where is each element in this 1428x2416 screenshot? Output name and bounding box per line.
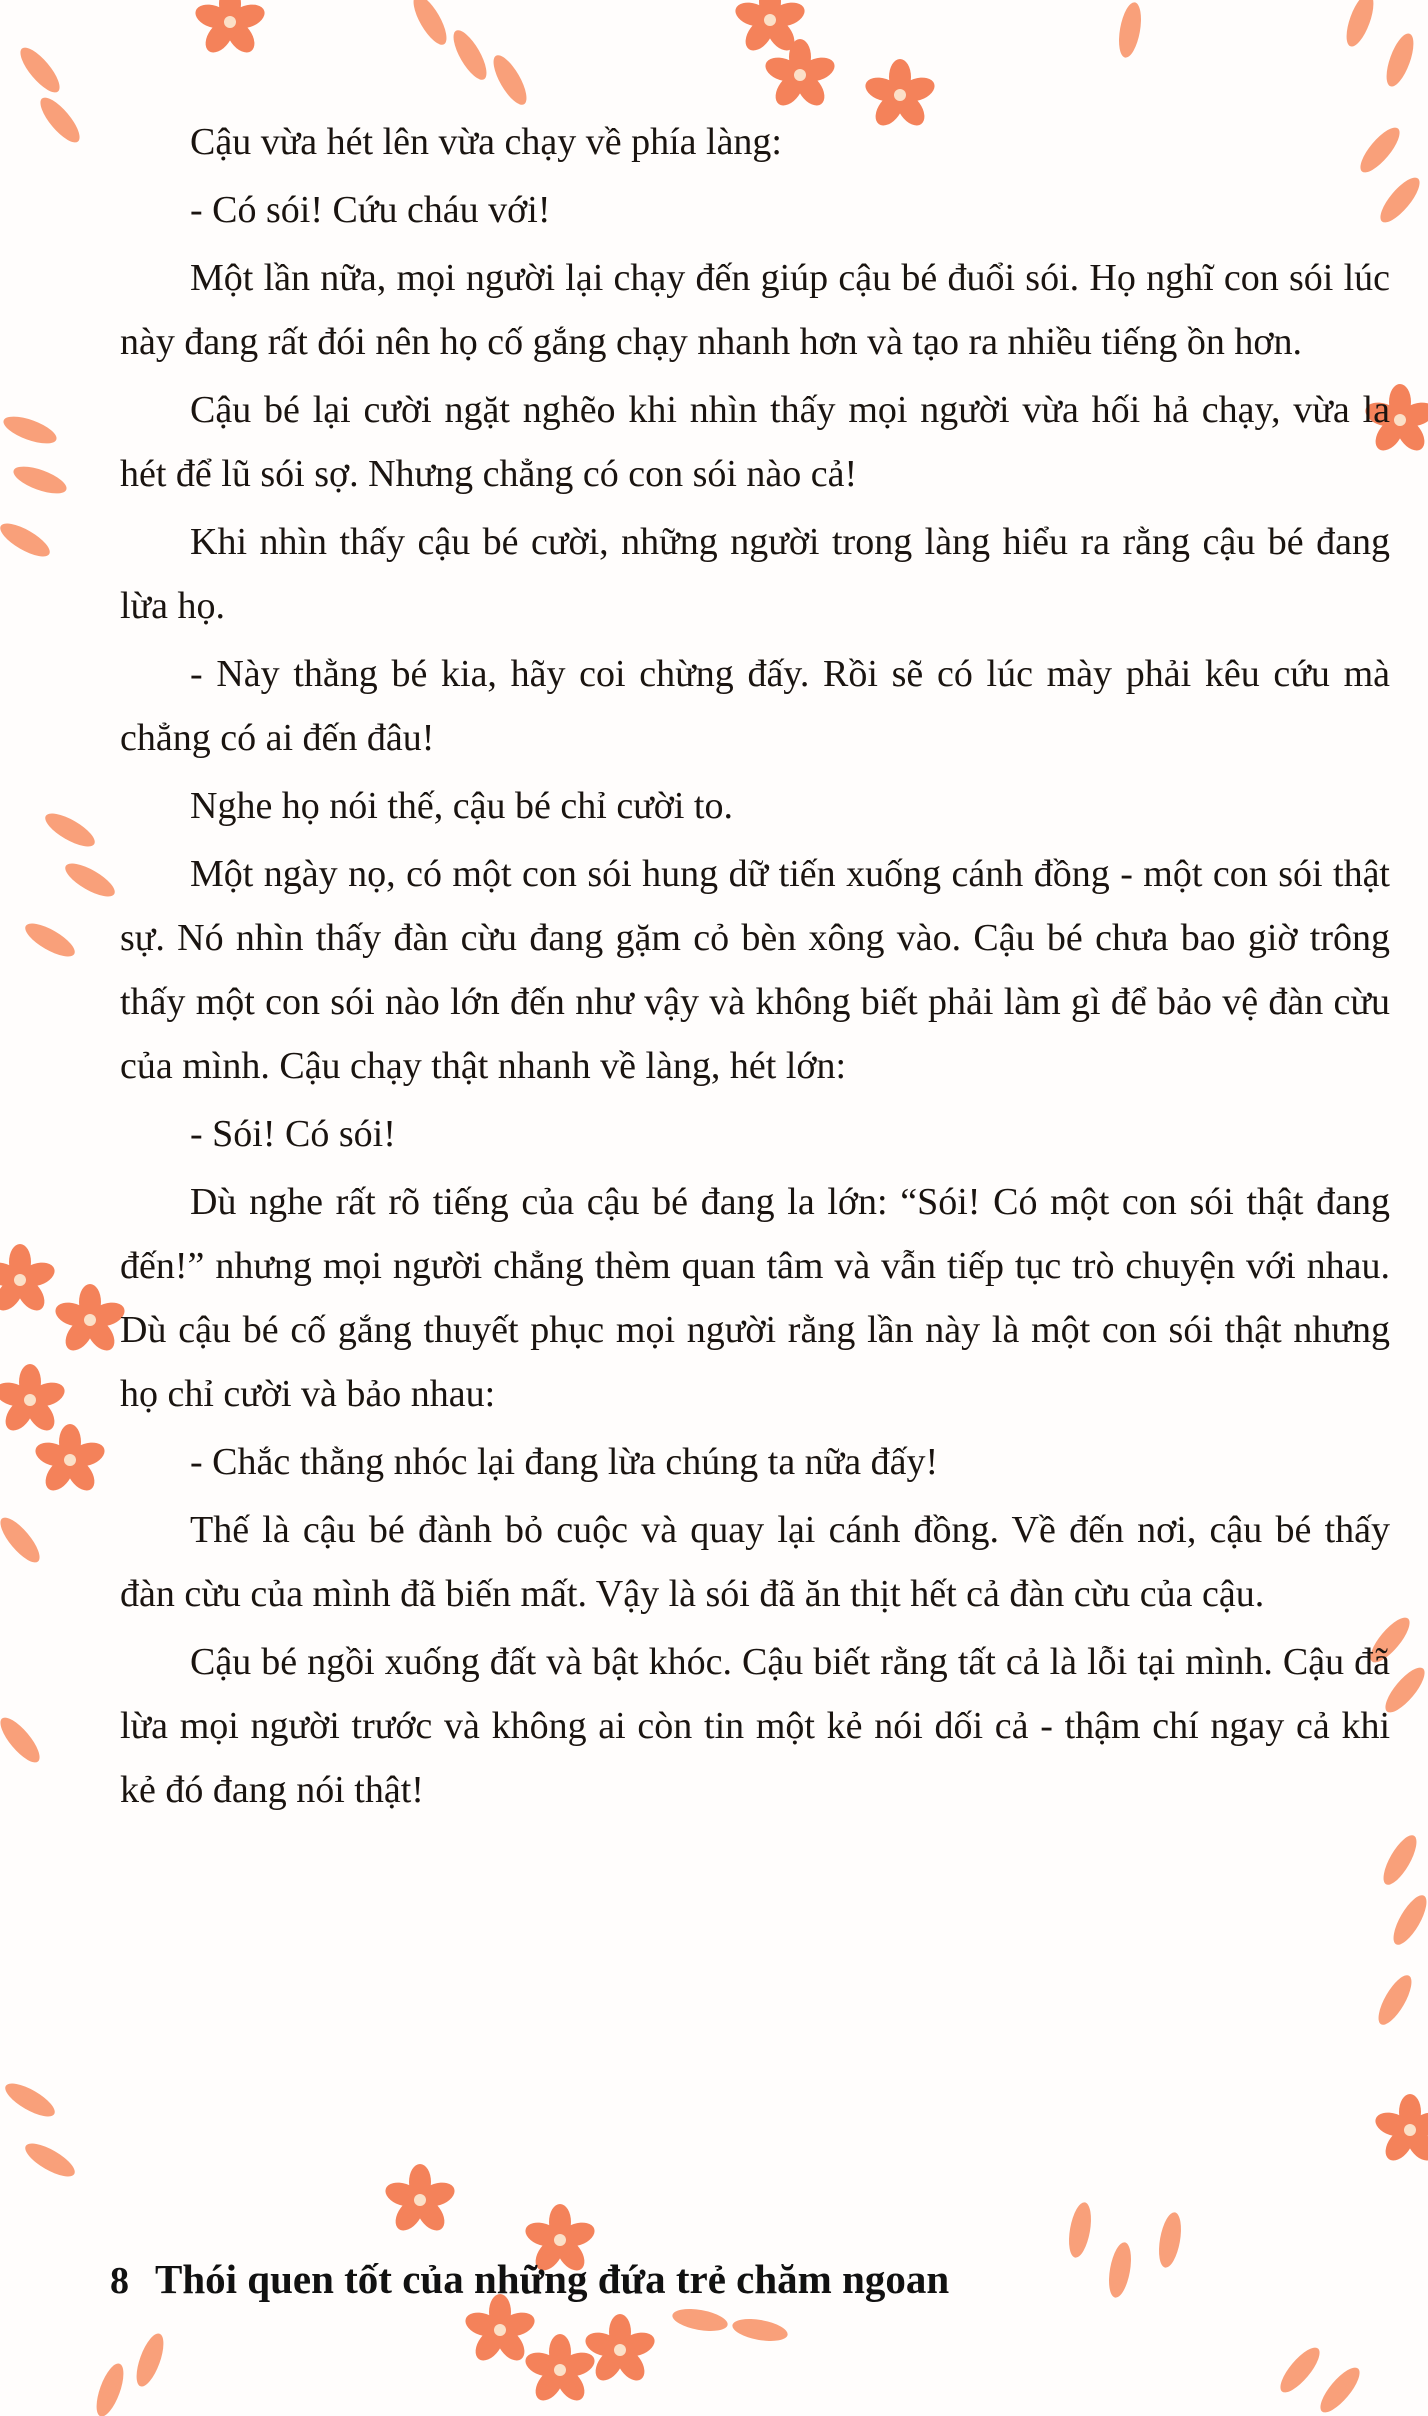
story-text [120, 110, 1390, 1826]
paragraph: Một lần nữa, mọi người lại chạy đến giúp cậu bé đuổi sói. Họ nghĩ con sói lúc này đang rất đói nên họ cố gắng chạy nhanh hơn và tạo ra nhiều tiếng ồn hơn. [120, 257, 1390, 363]
paragraph: Thế là cậu bé đành bỏ cuộc và quay lại cánh đồng. Về đến nơi, cậu bé thấy đàn cừu của mình đã biến mất. Vậy là sói đã ăn thịt hết cả đàn cừu của cậu. [120, 1509, 1390, 1615]
left-flowers [0, 1244, 128, 1496]
book-title: Thói quen tốt của những đứa trẻ chăm ngoan [155, 2256, 950, 2302]
paragraph: Cậu vừa hét lên vừa chạy về phía làng: [190, 121, 782, 163]
paragraph: Nghe họ nói thế, cậu bé chỉ cười to. [190, 785, 733, 827]
paragraph: Cậu bé lại cười ngặt nghẽo khi nhìn thấy mọi người vừa hối hả chạy, vừa la hét để lũ sói sợ. Nhưng chẳng có con sói nào cả! [120, 389, 1390, 495]
paragraph: Cậu bé ngồi xuống đất và bật khóc. Cậu biết rằng tất cả là lỗi tại mình. Cậu đã lừa mọi người trước và không ai còn tin một kẻ nói dối cả - thậm chí ngay cả khi kẻ đó đang nói thật! [120, 1641, 1390, 1811]
paragraph: Khi nhìn thấy cậu bé cười, những người trong làng hiểu ra rằng cậu bé đang lừa họ. [120, 521, 1390, 627]
paragraph: - Chắc thằng nhóc lại đang lừa chúng ta nữa đấy! [190, 1441, 939, 1483]
page-number: 8 [110, 2260, 129, 2302]
paragraph: Một ngày nọ, có một con sói hung dữ tiến xuống cánh đồng - một con sói thật sự. Nó nhìn thấy đàn cừu đang gặm cỏ bèn xông vào. Cậu bé chưa bao giờ trông thấy một con sói nào lớn đến như vậy và không biết phải làm gì để bảo vệ đàn cừu của mình. Cậu chạy thật nhanh về làng, hét lớn: [120, 853, 1390, 1087]
paragraph: - Này thằng bé kia, hãy coi chừng đấy. Rồi sẽ có lúc mày phải kêu cứu mà chẳng có ai đến đâu! [120, 653, 1390, 759]
paragraph: - Có sói! Cứu cháu với! [190, 189, 551, 231]
paragraph: - Sói! Có sói! [190, 1113, 396, 1155]
page-footer [110, 2255, 949, 2303]
paragraph: Dù nghe rất rõ tiếng của cậu bé đang la lớn: “Sói! Có một con sói thật đang đến!” nhưng mọi người chẳng thèm quan tâm và vẫn tiếp tục trò chuyện với nhau. Dù cậu bé cố gắng thuyết phục mọi người rằng lần này là một con sói thật nhưng họ chỉ cười và bảo nhau: [120, 1181, 1390, 1415]
